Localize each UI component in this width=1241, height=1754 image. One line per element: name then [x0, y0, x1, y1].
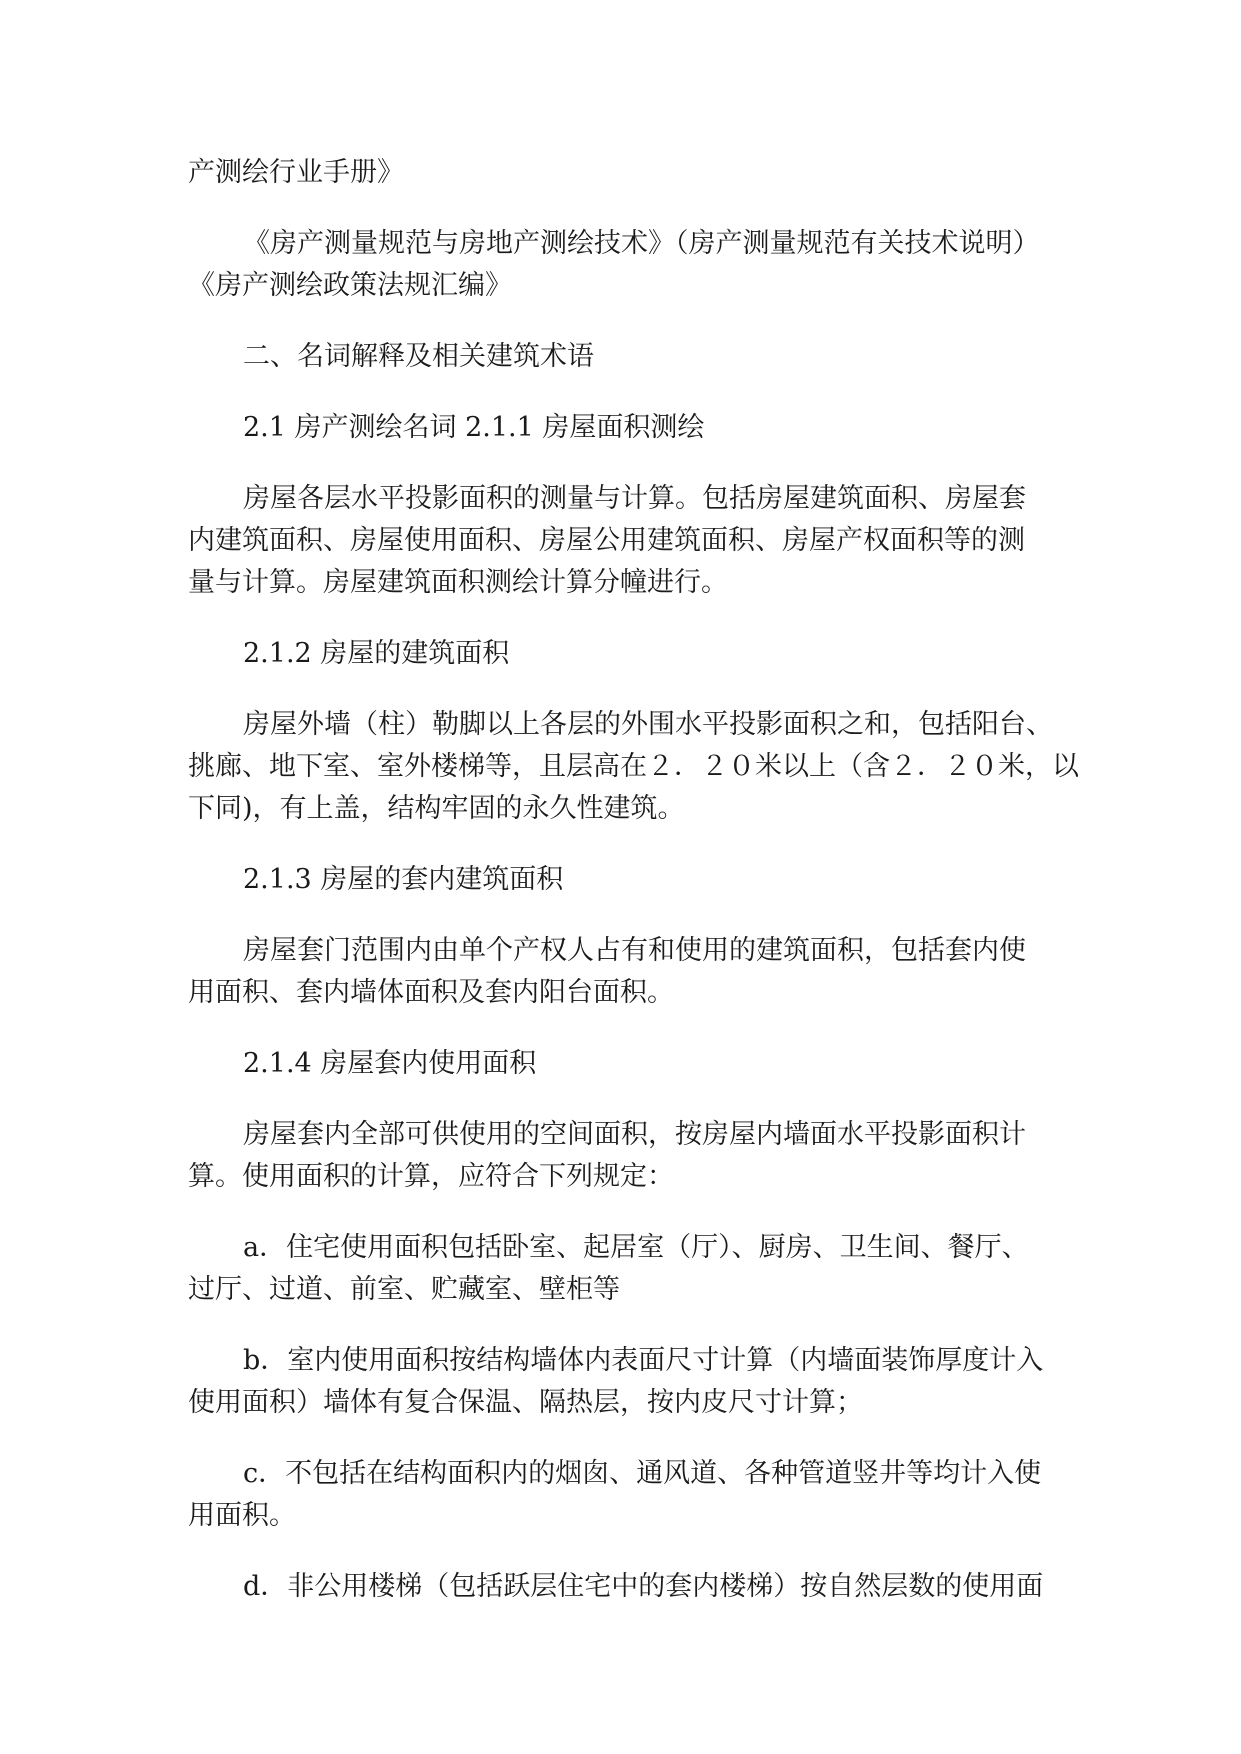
text-line: d．非公用楼梯（包括跃层住宅中的套内楼梯）按自然层数的使用面: [243, 1571, 1044, 1602]
paragraph-p-rule-a: [188, 1227, 1058, 1311]
paragraph-p-2-1: [188, 407, 1058, 449]
paragraph-p-rule-c: [188, 1453, 1058, 1537]
text-line: 房屋外墙（柱）勒脚以上各层的外围水平投影面积之和，包括阳台、: [243, 709, 1053, 740]
text-line: 二、名词解释及相关建筑术语: [243, 341, 594, 372]
text-line: a．住宅使用面积包括卧室、起居室（厅）、厨房、卫生间、餐厅、: [243, 1232, 1029, 1263]
document-page: [188, 152, 1079, 1637]
text-line: 《房产测量规范与房地产测绘技术》（房产测量规范有关技术说明）: [243, 228, 1040, 259]
text-line: 内建筑面积、房屋使用面积、房屋公用建筑面积、房屋产权面积等的测: [188, 525, 1025, 556]
paragraph-p-section-2: [188, 336, 1058, 378]
text-line: 算。使用面积的计算，应符合下列规定：: [188, 1161, 674, 1192]
text-line: 《房产测绘政策法规汇编》: [188, 270, 512, 301]
paragraph-p-2-1-1-body: [188, 478, 1058, 604]
text-line: 下同)，有上盖，结构牢固的永久性建筑。: [188, 793, 685, 824]
text-line: 房屋套内全部可供使用的空间面积，按房屋内墙面水平投影面积计: [243, 1119, 1026, 1150]
text-line: 使用面积）墙体有复合保温、隔热层，按内皮尺寸计算；: [188, 1387, 863, 1418]
text-line: 量与计算。房屋建筑面积测绘计算分幢进行。: [188, 567, 728, 598]
text-line: b．室内使用面积按结构墙体内表面尺寸计算（内墙面装饰厚度计入: [243, 1345, 1044, 1376]
paragraph-p-2-1-3-body: [188, 930, 1058, 1014]
text-line: 产测绘行业手册》: [188, 157, 404, 188]
text-line: 过厅、过道、前室、贮藏室、壁柜等: [188, 1274, 620, 1305]
text-line: 2.1 房产测绘名词 2.1.1 房屋面积测绘: [243, 412, 705, 443]
paragraph-p-2-1-4: [188, 1043, 1058, 1085]
text-line: 挑廊、地下室、室外楼梯等，且层高在２．２０米以上（含２．２０米，以: [188, 751, 1079, 782]
paragraph-p-2-1-2-body: [188, 704, 1079, 830]
text-line: 2.1.3 房屋的套内建筑面积: [243, 864, 564, 895]
text-line: 用面积、套内墙体面积及套内阳台面积。: [188, 977, 674, 1008]
paragraph-p-rule-b: [188, 1340, 1058, 1424]
paragraph-p-rule-d: [188, 1566, 1058, 1608]
text-line: 房屋各层水平投影面积的测量与计算。包括房屋建筑面积、房屋套: [243, 483, 1026, 514]
paragraph-p-2-1-4-body: [188, 1114, 1058, 1198]
paragraph-p-title-cont: [188, 152, 1058, 194]
text-line: 2.1.4 房屋套内使用面积: [243, 1048, 537, 1079]
text-line: 2.1.2 房屋的建筑面积: [243, 638, 510, 669]
paragraph-p-references: [188, 223, 1058, 307]
paragraph-p-2-1-3: [188, 859, 1058, 901]
text-line: 房屋套门范围内由单个产权人占有和使用的建筑面积，包括套内使: [243, 935, 1026, 966]
paragraph-p-2-1-2: [188, 633, 1058, 675]
text-line: c．不包括在结构面积内的烟囱、通风道、各种管道竖井等均计入使: [243, 1458, 1042, 1489]
text-line: 用面积。: [188, 1500, 296, 1531]
